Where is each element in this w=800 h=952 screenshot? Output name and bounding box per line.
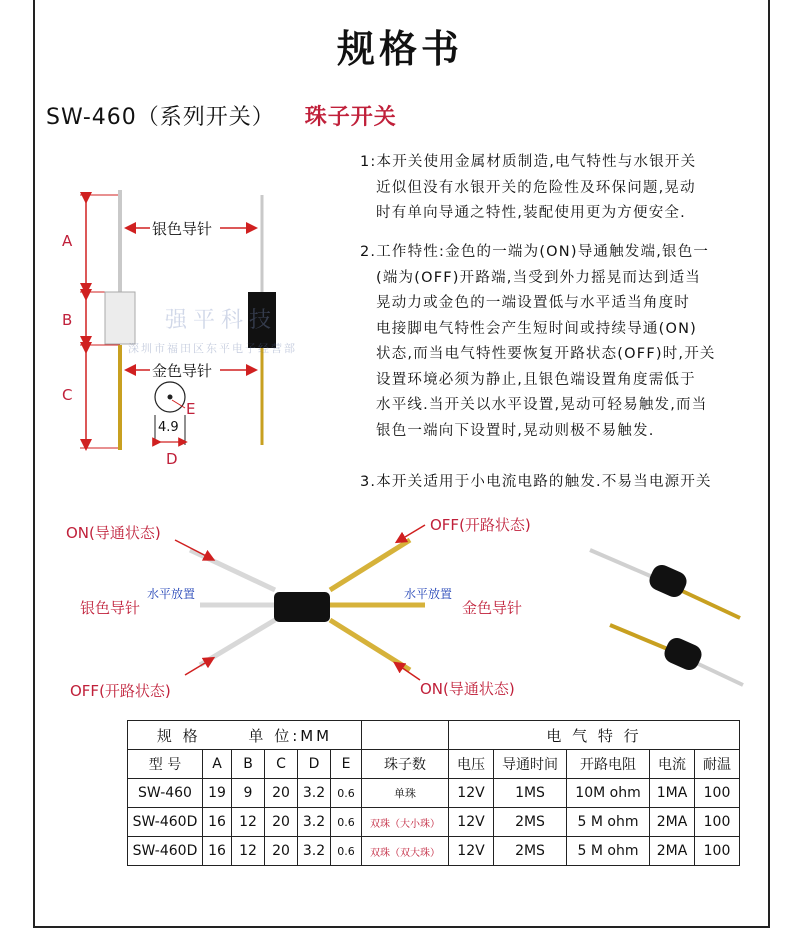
table-row <box>128 779 740 808</box>
table-cell: 1MA <box>650 779 695 808</box>
paragraph-line: 时有单向导通之特性,装配使用更为方便安全. <box>376 205 686 221</box>
group-spec-cell <box>128 721 362 750</box>
table-cell: 5 M ohm <box>567 837 650 866</box>
dim-label-b: B <box>62 311 73 329</box>
paragraph-line: 2.工作特性:金色的一端为(ON)导通触发端,银色一 <box>360 244 710 260</box>
paragraph-line: (端为(OFF)开路端,当受到外力摇晃而达到适当 <box>376 269 701 286</box>
table-cell: 16 <box>203 808 232 837</box>
paragraph-3 <box>360 470 740 496</box>
gold-pin-label: 金色导针 <box>152 362 213 380</box>
table-cell: 双珠（双大珠） <box>362 837 449 866</box>
dim-label-a: A <box>62 232 73 250</box>
header-cell: 耐温 <box>695 750 740 779</box>
table-cell: 2MA <box>650 808 695 837</box>
header-cell: C <box>265 750 298 779</box>
state-off-bottom: OFF(开路状态) <box>70 682 171 700</box>
paragraph-line: 银色一端向下设置时,晃动则极不易触发. <box>376 422 655 439</box>
model-name: SW-460（系列开关） <box>46 105 275 130</box>
group-unit: 单 位:MM <box>248 726 333 745</box>
state-on-bottom: ON(导通状态) <box>420 680 515 698</box>
table-header-row <box>128 750 740 779</box>
model-subtitle: 珠子开关 <box>304 105 397 130</box>
page-title: 规格书 <box>336 26 463 71</box>
paragraph-line: 水平线.当开关以水平设置,晃动可轻易触发,而当 <box>376 397 708 413</box>
table-cell: 12 <box>232 808 265 837</box>
table-cell: SW-460 <box>128 779 203 808</box>
table-cell: 1MS <box>494 779 567 808</box>
group-empty <box>362 721 449 750</box>
group-spec: 规 格 <box>156 726 201 745</box>
table-row <box>128 837 740 866</box>
header-cell: E <box>331 750 362 779</box>
table-cell: 12V <box>449 837 494 866</box>
table-group-row <box>128 721 740 750</box>
table-cell: 0.6 <box>331 779 362 808</box>
header-cell: 型 号 <box>128 750 203 779</box>
header-cell: 开路电阻 <box>567 750 650 779</box>
table-cell: 12V <box>449 779 494 808</box>
state-gold-pin: 金色导针 <box>462 599 523 617</box>
table-cell: 100 <box>695 808 740 837</box>
paragraph-line: 1:本开关使用金属材质制造,电气特性与水银开关 <box>360 154 697 170</box>
paragraph-line: 设置环境必须为静止,且银色端设置角度需低于 <box>376 371 696 388</box>
state-on-top: ON(导通状态) <box>66 524 161 542</box>
header-cell: 电压 <box>449 750 494 779</box>
horizontal-right-label: 水平放置 <box>404 587 453 601</box>
table-cell: 2MS <box>494 808 567 837</box>
header-cell: B <box>232 750 265 779</box>
table-cell: 10M ohm <box>567 779 650 808</box>
table-cell: 12V <box>449 808 494 837</box>
table-cell: 20 <box>265 779 298 808</box>
state-silver-pin: 银色导针 <box>80 599 141 617</box>
table-cell: 19 <box>203 779 232 808</box>
dim-label-c: C <box>62 386 73 404</box>
table-cell: 20 <box>265 808 298 837</box>
states-diagram <box>170 520 440 690</box>
watermark-company: 深圳市福田区东平电子经营部 <box>128 342 297 355</box>
table-cell: 2MS <box>494 837 567 866</box>
dim-value: 4.9 <box>158 420 179 435</box>
watermark-brand: 强平科技 <box>165 308 278 333</box>
header-cell: 珠子数 <box>362 750 449 779</box>
horizontal-left-label: 水平放置 <box>147 587 196 601</box>
paragraph-line: 状态,而当电气特性要恢复开路状态(OFF)时,开关 <box>376 346 716 362</box>
dim-label-d: D <box>166 450 178 468</box>
group-elec: 电 气 特 行 <box>449 721 740 750</box>
table-cell: 16 <box>203 837 232 866</box>
paragraph-line: 近似但没有水银开关的危险性及环保问题,晃动 <box>376 179 696 196</box>
table-cell: 0.6 <box>331 808 362 837</box>
table-row <box>128 808 740 837</box>
table-cell: 单珠 <box>362 779 449 808</box>
paragraph-line: 3.本开关适用于小电流电路的触发.不易当电源开关 <box>360 474 712 490</box>
paragraph-1 <box>360 150 740 227</box>
table-cell: SW-460D <box>128 837 203 866</box>
table-cell: 双珠（大小珠） <box>362 808 449 837</box>
table-cell: 20 <box>265 837 298 866</box>
product-photos <box>585 540 750 690</box>
paragraph-line: 电接脚电气特性会产生短时间或持续导通(ON) <box>376 320 697 337</box>
table-cell: 9 <box>232 779 265 808</box>
state-off-top: OFF(开路状态) <box>430 516 531 534</box>
paragraph-line: 晃动力或金色的一端设置低与水平适当角度时 <box>376 295 690 311</box>
table-cell: 5 M ohm <box>567 808 650 837</box>
spec-table <box>127 720 740 866</box>
table-cell: 12 <box>232 837 265 866</box>
paragraph-2 <box>360 240 740 444</box>
table-cell: 100 <box>695 779 740 808</box>
table-cell: 100 <box>695 837 740 866</box>
header-cell: D <box>298 750 331 779</box>
dim-label-e: E <box>186 400 196 418</box>
header-cell: 电流 <box>650 750 695 779</box>
table-cell: 3.2 <box>298 779 331 808</box>
header-cell: 导通时间 <box>494 750 567 779</box>
table-cell: SW-460D <box>128 808 203 837</box>
header-cell: A <box>203 750 232 779</box>
silver-pin-label: 银色导针 <box>152 220 213 238</box>
model-line <box>46 100 397 131</box>
table-cell: 3.2 <box>298 837 331 866</box>
table-cell: 2MA <box>650 837 695 866</box>
table-cell: 3.2 <box>298 808 331 837</box>
table-cell: 0.6 <box>331 837 362 866</box>
